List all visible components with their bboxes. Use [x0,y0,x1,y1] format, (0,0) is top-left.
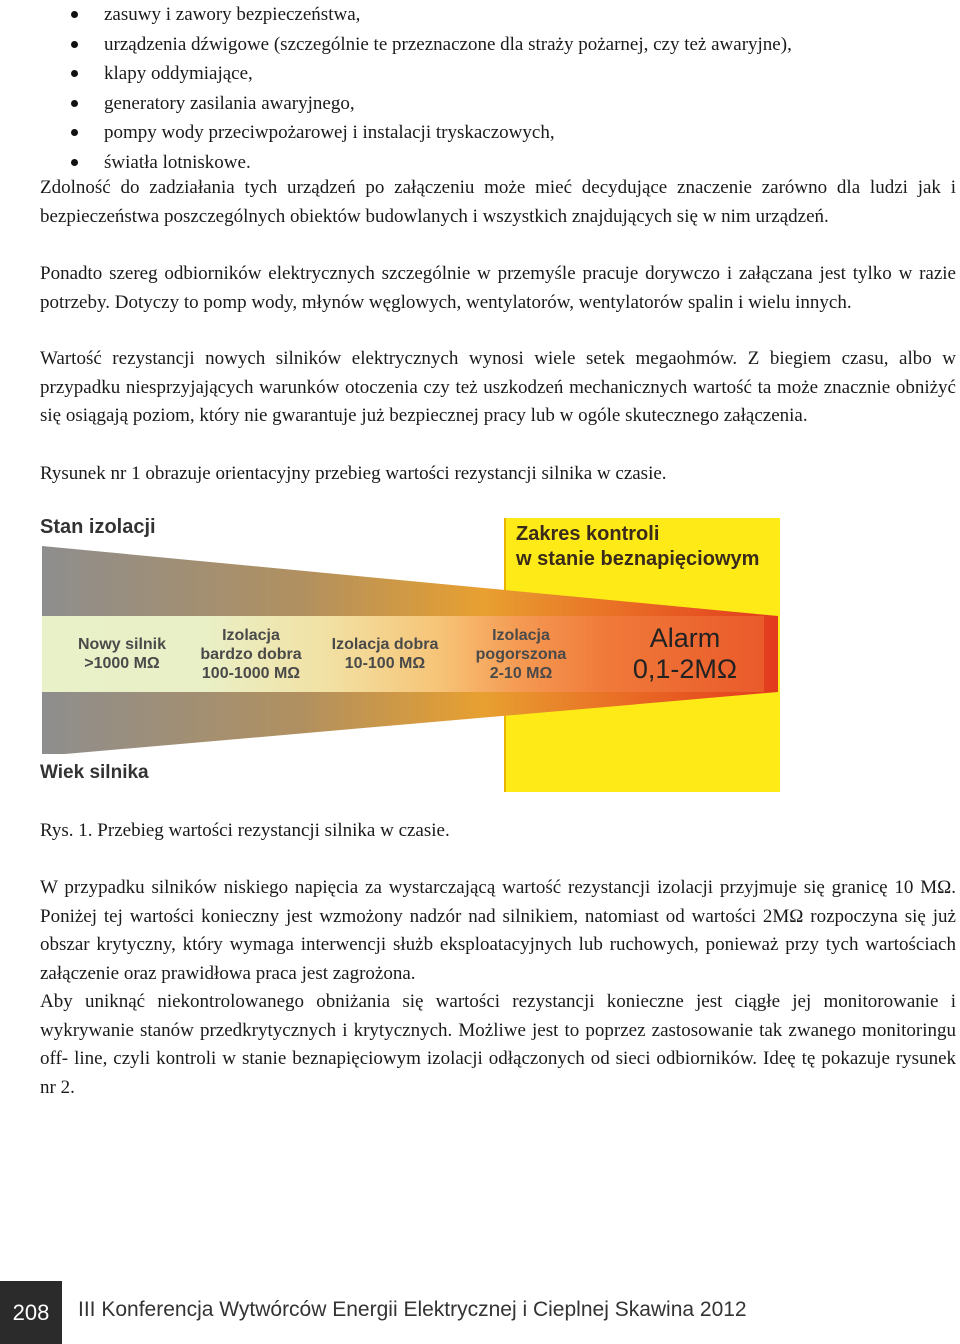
zone-label: Alarm [649,623,721,653]
zone-good [322,616,448,692]
list-item [40,148,956,178]
bullet-icon [71,159,78,166]
y-axis-label: Stan izolacji [40,516,156,538]
zone-very-good [186,616,316,692]
list-item [40,30,956,60]
zone-label: pogorszona [475,645,567,663]
list-item [40,118,956,148]
list-item [40,0,956,30]
zone-degraded [456,616,586,692]
insulation-figure [36,508,782,792]
zone-value: 2-10 MΩ [489,664,553,682]
control-range-title-line: w stanie beznapięciowym [516,548,760,570]
list-item-text: zasuwy i zawory bezpieczeństwa, [104,4,361,25]
list-item [40,89,956,119]
zone-label: Nowy silnik [77,636,167,653]
page-number-box [0,1281,62,1344]
list-item-text: pompy wody przeciwpożarowej i instalacji tryskaczowych, [104,122,555,143]
paragraph: Zdolność do zadziałania tych urządzeń po załączeniu może mieć decydujące znaczenie zarówno dla ludzi jak i bezpieczeństwa poszczególnych obiektów budowlanych i wszystkich znajdujących się w nim urządzeń. [40,177,956,227]
bullet-list [40,0,956,177]
page-number: 208 [12,1299,50,1325]
list-item-text: klapy oddymiające, [104,63,253,84]
list-item-text: urządzenia dźwigowe (szczególnie te przeznaczone dla straży pożarnej, czy też awaryjne), [104,33,792,55]
bullet-icon [71,11,78,18]
zone-label: Izolacja dobra [331,636,439,653]
list-item [40,59,956,89]
bullet-icon [71,70,78,77]
x-axis-label: Wiek silnika [40,762,149,783]
zone-alarm [596,616,774,692]
paragraph: Rysunek nr 1 obrazuje orientacyjny przebieg wartości rezystancji silnika w czasie. [40,463,667,484]
zone-label: Izolacja [222,626,280,644]
bullet-icon [71,100,78,107]
figure-caption: Rys. 1. Przebieg wartości rezystancji silnika w czasie. [40,820,450,841]
control-range-title-line: Zakres kontroli [516,523,660,545]
bullet-icon [71,129,78,136]
zone-value: 100-1000 MΩ [201,664,301,682]
zone-value: 10-100 MΩ [344,655,426,672]
zone-value: 0,1-2MΩ [632,654,738,684]
footer-text: III Konferencja Wytwórców Energii Elektrycznej i Cieplnej Skawina 2012 [78,1298,747,1321]
zone-label: bardzo dobra [200,645,302,663]
paragraph: Ponadto szereg odbiorników elektrycznych szczególnie w przemyśle pracuje dorywczo i załączana jest tylko w razie potrzeby. Dotyczy to pomp wody, młynów węglowych, wentylatorów, wentylatorów spalin i wielu innych. [40,263,956,313]
list-item-text: generatory zasilania awaryjnego, [104,92,355,114]
zone-new-motor [56,616,188,692]
paragraph: Aby uniknąć niekontrolowanego obniżania się wartości rezystancji konieczne jest ciągłe jej monitorowanie i wykrywanie stanów przedkrytycznych i krytycznych. Możliwe jest to poprzez zastosowanie tak zwanego monitoringu off- line, czyli kontroli w stanie beznapięciowym izolacji odłączonych od sieci odbiorników. Ideę tę pokazuje rysunek nr 2. [40,991,956,1098]
list-item-text: światła lotniskowe. [104,151,251,173]
paragraph: Wartość rezystancji nowych silników elektrycznych wynosi wiele setek megaohmów. Z biegiem czasu, albo w przypadku niesprzyjających warunków otoczenia czy też uszkodzeń mechanicznych wartość ta może znacznie obniżyć się osiągają poziom, który nie gwarantuje już bezpiecznej pracy lub w ogóle skutecznego załączenia. [40,348,956,427]
zone-label: Izolacja [492,626,550,644]
paragraph: W przypadku silników niskiego napięcia za wystarczającą wartość rezystancji izolacji przyjmuje się granicę 10 MΩ. Poniżej tej wartości konieczny jest wzmożony nadzór nad silnikiem, natomiast od wartości 2MΩ rozpoczyna się już obszar krytyczny, który wymaga interwencji służb eksploatacyjnych lub ruchowych, ponieważ przy tych wartościach załączenie oraz prawidłowa praca jest zagrożona. [40,877,956,984]
bullet-icon [71,41,78,48]
zone-value: >1000 MΩ [84,655,160,672]
